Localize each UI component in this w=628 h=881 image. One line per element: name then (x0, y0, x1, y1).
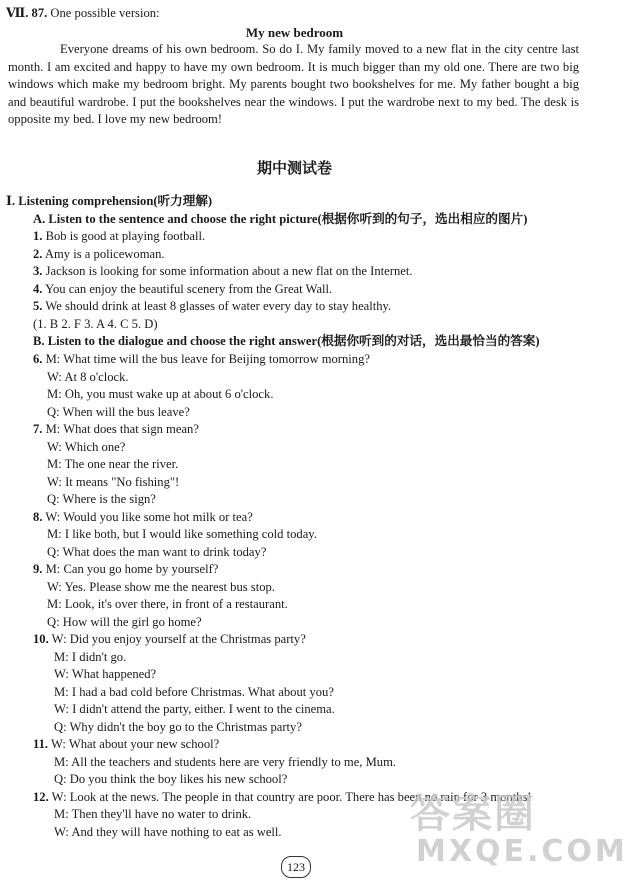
dialogue-line (54, 684, 334, 701)
dialogue-text: M: I had a bad cold before Christmas. What about you? (54, 684, 334, 699)
dialogue-text: W: Which one? (47, 439, 126, 454)
item-text: You can enjoy the beautiful scenery from the Great Wall. (42, 281, 333, 296)
dialogue-number: 12. (33, 789, 49, 804)
dialogue-text: W: I didn't attend the party, either. I went to the cinema. (54, 702, 335, 716)
dialogue-text: M: What does that sign mean? (45, 422, 199, 436)
dialogue-number: 6. (33, 352, 43, 366)
item-number: 2. (33, 246, 43, 261)
exam-title: 期中测试卷 (256, 159, 332, 177)
item-text: Bob is good at playing football. (42, 229, 206, 243)
dialogue-line (47, 404, 190, 421)
answer-header (6, 5, 160, 22)
list-item (33, 246, 165, 263)
item-number: 3. (33, 264, 43, 279)
list-item (33, 298, 391, 315)
list-item (33, 228, 205, 245)
item-number: 87. (31, 6, 48, 20)
dialogue-line (54, 719, 302, 736)
dialogue-text: M: Look, it's over there, in front of a restaurant. (47, 597, 288, 611)
dialogue-text: W: Look at the news. The people in that country are poor. There has been no rain for 3 months! (51, 789, 532, 804)
dialogue-line (47, 474, 179, 491)
item-text: Jackson is looking for some information about a new flat on the Internet. (42, 264, 413, 279)
dialogue-line (54, 771, 287, 788)
dialogue-text: W: Would you like some hot milk or tea? (45, 509, 253, 524)
part-a-heading: A. Listen to the sentence and choose the right picture(根据你听到的句子，选出相应的图片) (33, 212, 528, 226)
dialogue-line (47, 439, 125, 456)
item-number: 4. (33, 281, 43, 296)
watermark-bottom: MXQE.COM (416, 834, 628, 869)
dialogue-line (33, 631, 306, 648)
dialogue-line (54, 806, 251, 823)
dialogue-text: Q: Do you think the boy likes his new school? (54, 772, 288, 786)
essay-title: My new bedroom (245, 25, 344, 40)
dialogue-line (33, 421, 199, 438)
dialogue-number: 7. (33, 422, 43, 436)
dialogue-text: W: It means "No fishing"! (47, 474, 180, 489)
dialogue-text: Q: Why didn't the boy go to the Christmas party? (54, 719, 302, 734)
page-number: 123 (281, 856, 311, 878)
item-number: 5. (33, 299, 43, 314)
dialogue-line (47, 526, 317, 543)
dialogue-text: Q: When will the bus leave? (47, 404, 190, 419)
dialogue-line (47, 596, 288, 613)
dialogue-text: M: What time will the bus leave for Beijing tomorrow morning? (45, 352, 370, 366)
dialogue-line (33, 736, 219, 753)
dialogue-text: Q: What does the man want to drink today? (47, 544, 267, 559)
dialogue-text: M: Can you go home by yourself? (45, 562, 219, 576)
dialogue-line (47, 614, 202, 631)
dialogue-text: Q: Where is the sign? (47, 492, 156, 506)
dialogue-text: M: Oh, you must wake up at about 6 o'clock. (47, 387, 274, 401)
section-heading: Ⅰ. Listening comprehension(听力理解) (6, 194, 213, 208)
dialogue-text: Q: How will the girl go home? (47, 614, 202, 629)
dialogue-text: W: What happened? (54, 667, 157, 681)
section-mark: Ⅶ. (6, 6, 29, 20)
item-text: Amy is a policewoman. (42, 246, 165, 261)
watermark-logo (410, 782, 628, 878)
dialogue-line (54, 701, 335, 718)
dialogue-line (33, 351, 370, 368)
essay-body: Everyone dreams of his own bedroom. So do I. My family moved to a new flat in the city centre last month. I am excited and happy to have my own bedroom. It is much bigger than my old one. There are two big windows which make my bedroom bright. My parents bought two bookshelves for me. My father bought a big and beautiful wardrobe. I put the bookshelves near the windows. I put the wardrobe next to my bed. The desk is opposite my bed. I love my new bedroom! (8, 42, 579, 126)
dialogue-text: M: The one near the river. (47, 457, 179, 471)
item-number: 1. (33, 229, 43, 243)
dialogue-text: M: I didn't go. (54, 649, 127, 664)
dialogue-line (54, 824, 282, 841)
dialogue-line (33, 561, 218, 578)
dialogue-line (47, 369, 129, 386)
dialogue-line (54, 666, 156, 683)
list-item (33, 263, 412, 280)
item-text: One possible version: (47, 6, 160, 20)
dialogue-text: W: At 8 o'clock. (47, 369, 129, 384)
dialogue-number: 8. (33, 509, 43, 524)
dialogue-text: W: Did you enjoy yourself at the Christmas party? (51, 632, 306, 646)
dialogue-line (47, 491, 156, 508)
dialogue-line (54, 649, 126, 666)
watermark-top: 答案圈 (410, 791, 536, 837)
dialogue-line (47, 544, 266, 561)
dialogue-number: 10. (33, 632, 49, 646)
dialogue-text: M: Then they'll have no water to drink. (54, 807, 252, 821)
dialogue-line (54, 754, 396, 771)
dialogue-text: M: I like both, but I would like something cold today. (47, 527, 317, 541)
answer-key: (1. B 2. F 3. A 4. C 5. D) (33, 317, 158, 331)
dialogue-number: 11. (33, 737, 49, 751)
list-item (33, 281, 332, 298)
dialogue-number: 9. (33, 562, 43, 576)
part-b-heading: B. Listen to the dialogue and choose the right answer(根据你听到的对话，选出最恰当的答案) (33, 334, 540, 348)
dialogue-line (47, 456, 178, 473)
dialogue-line (47, 579, 275, 596)
dialogue-text: W: Yes. Please show me the nearest bus stop. (47, 579, 275, 594)
dialogue-line (47, 386, 273, 403)
dialogue-text: W: What about your new school? (50, 737, 220, 751)
dialogue-line (33, 509, 253, 526)
dialogue-text: M: All the teachers and students here are very friendly to me, Mum. (54, 754, 397, 769)
item-text: We should drink at least 8 glasses of water every day to stay healthy. (42, 299, 392, 314)
dialogue-text: W: And they will have nothing to eat as well. (54, 824, 282, 839)
